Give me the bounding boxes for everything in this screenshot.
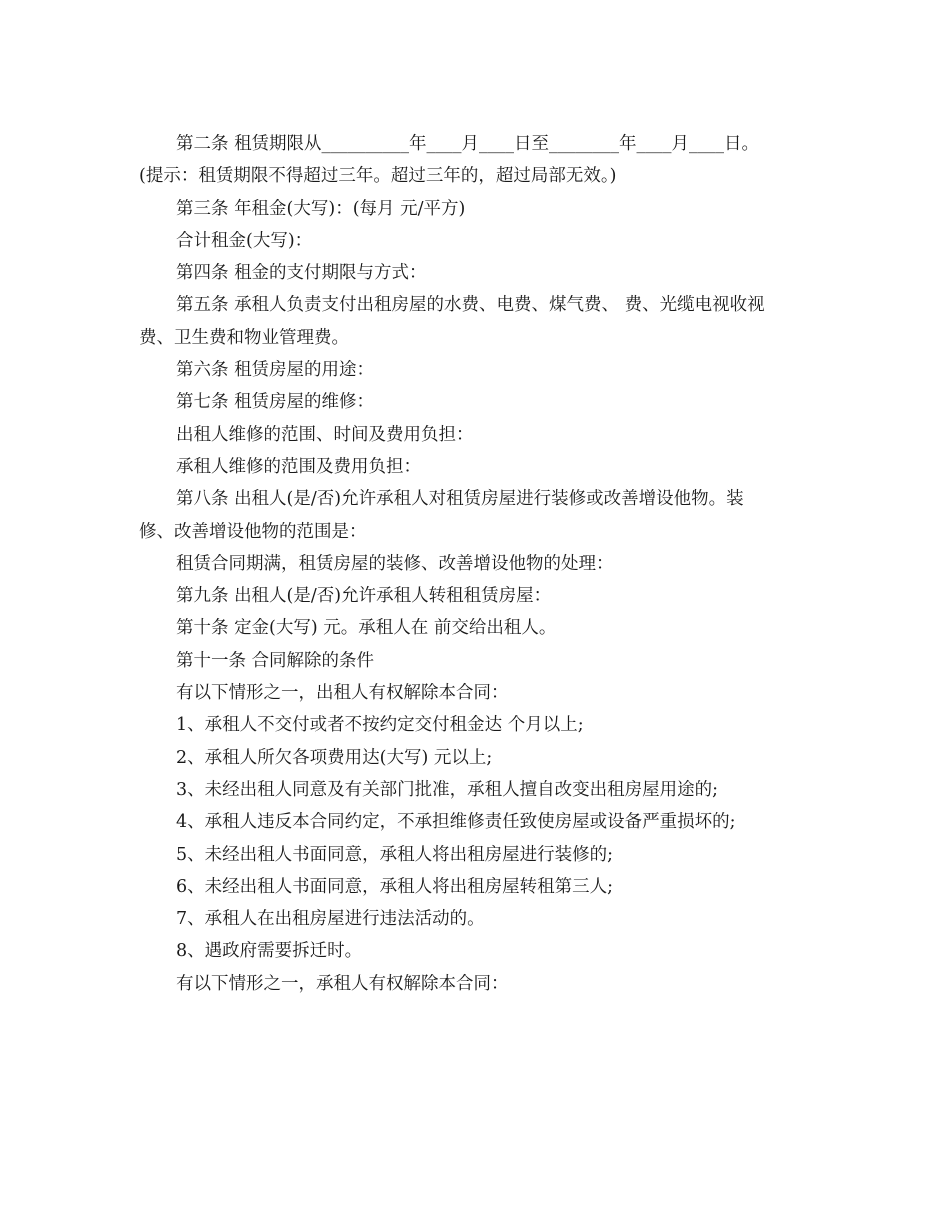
clause-6-usage: 第六条 租赁房屋的用途： — [176, 360, 375, 381]
clause-3-annual-rent: 第三条 年租金(大写)：(每月 元/平方) — [176, 198, 466, 219]
contract-body — [139, 128, 829, 1000]
clause-4-payment-terms: 第四条 租金的支付期限与方式： — [176, 263, 427, 284]
termination-item-8: 8、遇政府需要拆迁时。 — [176, 941, 363, 962]
note-lease-term-limit: (提示：租赁期限不得超过三年。超过三年的，超过局部无效。) — [139, 166, 617, 187]
lessor-maintenance: 出租人维修的范围、时间及费用负担： — [176, 424, 474, 445]
clause-2-lease-term: 第二条 租赁期限从__________年____月____日至________年____月____日。 — [176, 134, 760, 154]
lessee-termination-intro: 有以下情形之一，承租人有权解除本合同： — [176, 973, 509, 994]
termination-item-2: 2、承租人所欠各项费用达(大写) 元以上; — [176, 747, 493, 768]
clause-9-sublease: 第九条 出租人(是/否)允许承租人转租租赁房屋： — [176, 586, 552, 607]
termination-item-4: 4、承租人违反本合同约定，不承担维修责任致使房屋或设备严重损坏的; — [176, 812, 736, 833]
termination-item-6: 6、未经出租人书面同意，承租人将出租房屋转租第三人; — [176, 876, 614, 897]
clause-5-fees-line-1: 第五条 承租人负责支付出租房屋的水费、电费、煤气费、 费、光缆电视收视 — [176, 295, 765, 316]
renovation-at-expiry: 租赁合同期满，租赁房屋的装修、改善增设他物的处理： — [176, 553, 614, 574]
termination-item-7: 7、承租人在出租房屋进行违法活动的。 — [176, 909, 485, 930]
lessor-termination-intro: 有以下情形之一，出租人有权解除本合同： — [176, 683, 509, 704]
clause-8-renovation-line-1: 第八条 出租人(是/否)允许承租人对租赁房屋进行装修或改善增设他物。装 — [176, 489, 744, 510]
total-rent: 合计租金(大写)： — [176, 230, 313, 251]
clause-5-fees-line-2: 费、卫生费和物业管理费。 — [139, 327, 349, 348]
termination-item-1: 1、承租人不交付或者不按约定交付租金达 个月以上; — [176, 715, 584, 736]
clause-11-termination: 第十一条 合同解除的条件 — [176, 650, 375, 671]
lessee-maintenance: 承租人维修的范围及费用负担： — [176, 456, 421, 477]
clause-10-deposit: 第十条 定金(大写) 元。承租人在 前交给出租人。 — [176, 618, 557, 639]
clause-7-maintenance: 第七条 租赁房屋的维修： — [176, 392, 375, 413]
clause-8-renovation-line-2: 修、改善增设他物的范围是： — [139, 521, 367, 542]
termination-item-5: 5、未经出租人书面同意，承租人将出租房屋进行装修的; — [176, 844, 614, 865]
termination-item-3: 3、未经出租人同意及有关部门批准，承租人擅自改变出租房屋用途的; — [176, 779, 719, 800]
